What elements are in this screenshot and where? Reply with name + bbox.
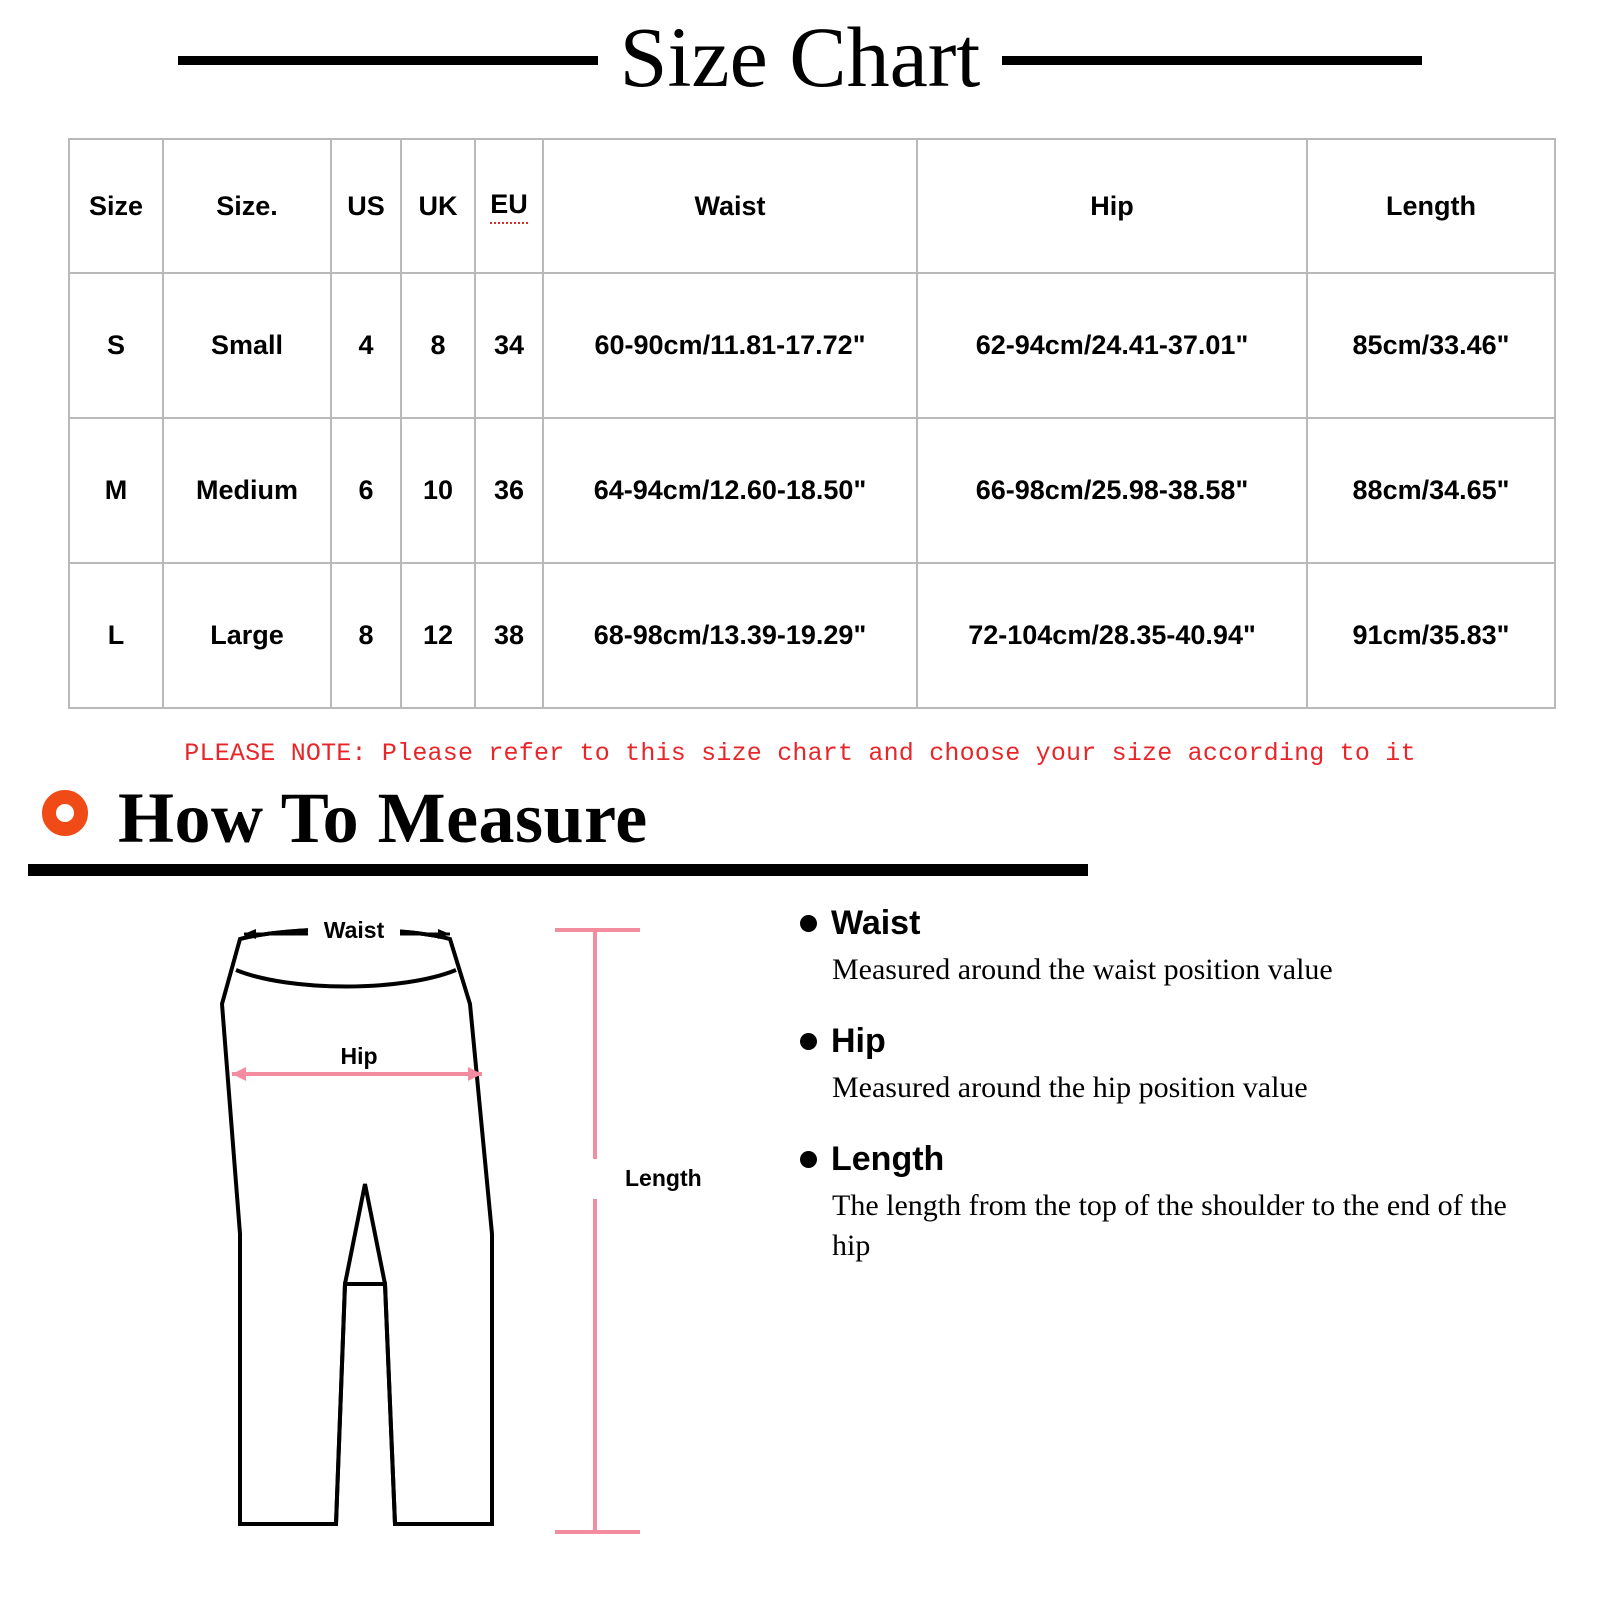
pants-diagram	[140, 884, 760, 1544]
definition-hip-head	[800, 1020, 1520, 1062]
header-size: Size	[69, 139, 163, 273]
cell-us: 4	[331, 273, 401, 418]
ring-icon	[42, 790, 88, 836]
cell-length: 91cm/35.83"	[1307, 563, 1555, 708]
measure-definitions	[800, 902, 1520, 1296]
header-waist: Waist	[543, 139, 917, 273]
cell-waist: 60-90cm/11.81-17.72"	[543, 273, 917, 418]
definition-hip-term: Hip	[831, 1022, 886, 1060]
how-to-measure-title: How To Measure	[118, 778, 648, 858]
cell-size-name: Small	[163, 273, 331, 418]
cell-us: 6	[331, 418, 401, 563]
cell-hip: 72-104cm/28.35-40.94"	[917, 563, 1307, 708]
cell-uk: 10	[401, 418, 475, 563]
cell-length: 88cm/34.65"	[1307, 418, 1555, 563]
definition-waist-head	[800, 902, 1520, 944]
please-note-text: PLEASE NOTE: Please refer to this size chart and choose your size according to it	[184, 739, 1416, 768]
definition-waist-desc: Measured around the waist position value	[832, 953, 1333, 986]
diagram-label-waist: Waist	[323, 917, 385, 943]
title-rule-right	[1002, 56, 1422, 65]
definition-length	[800, 1138, 1520, 1266]
cell-length: 85cm/33.46"	[1307, 273, 1555, 418]
size-chart-table	[68, 138, 1556, 709]
header-us: US	[331, 139, 401, 273]
header-uk: UK	[401, 139, 475, 273]
bullet-icon	[800, 1151, 817, 1168]
cell-hip: 66-98cm/25.98-38.58"	[917, 418, 1307, 563]
cell-eu: 34	[475, 273, 543, 418]
definition-waist-term: Waist	[831, 904, 921, 942]
header-size-name: Size.	[163, 139, 331, 273]
cell-size-name: Large	[163, 563, 331, 708]
cell-waist: 68-98cm/13.39-19.29"	[543, 563, 917, 708]
header-eu-label: EU	[490, 189, 528, 224]
definition-length-head	[800, 1138, 1520, 1180]
table-row	[69, 273, 1555, 418]
header-length: Length	[1307, 139, 1555, 273]
cell-size-name: Medium	[163, 418, 331, 563]
bullet-icon	[800, 915, 817, 932]
how-to-measure-rule	[28, 864, 1088, 876]
cell-us: 8	[331, 563, 401, 708]
diagram-label-length: Length	[625, 1165, 702, 1191]
cell-eu: 38	[475, 563, 543, 708]
header-hip: Hip	[917, 139, 1307, 273]
size-chart-table-wrap	[68, 138, 1532, 709]
cell-hip: 62-94cm/24.41-37.01"	[917, 273, 1307, 418]
cell-eu: 36	[475, 418, 543, 563]
cell-waist: 64-94cm/12.60-18.50"	[543, 418, 917, 563]
definition-length-term: Length	[831, 1140, 945, 1178]
cell-size: S	[69, 273, 163, 418]
definition-length-desc: The length from the top of the shoulder to the end of the hip	[832, 1189, 1507, 1262]
header-eu	[475, 139, 543, 273]
page-title: Size Chart	[619, 9, 981, 105]
table-row	[69, 563, 1555, 708]
bullet-icon	[800, 1033, 817, 1050]
page-title-row	[0, 0, 1600, 120]
table-header-row	[69, 139, 1555, 273]
cell-size: M	[69, 418, 163, 563]
cell-size: L	[69, 563, 163, 708]
measure-section	[0, 884, 1600, 1544]
cell-uk: 12	[401, 563, 475, 708]
cell-uk: 8	[401, 273, 475, 418]
title-rule-left	[178, 56, 598, 65]
table-row	[69, 418, 1555, 563]
diagram-label-hip: Hip	[340, 1043, 378, 1069]
definition-waist	[800, 902, 1520, 990]
how-to-measure-header	[0, 776, 1600, 872]
definition-hip-desc: Measured around the hip position value	[832, 1071, 1308, 1104]
definition-hip	[800, 1020, 1520, 1108]
